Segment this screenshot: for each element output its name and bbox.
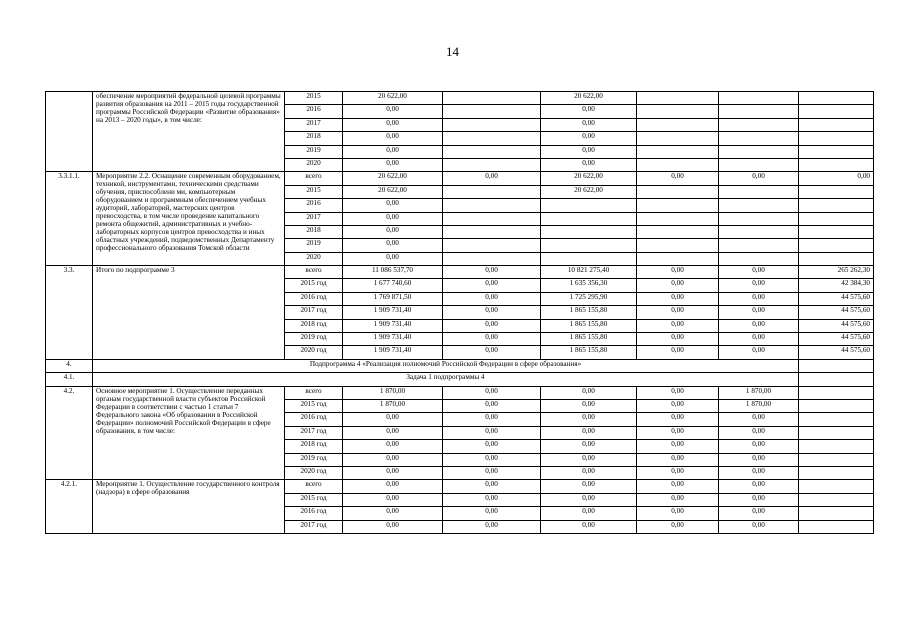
table-row (46, 92, 874, 105)
value-cell: 0,00 (719, 466, 799, 479)
value-cell (443, 145, 541, 158)
value-cell: 1 677 740,60 (343, 279, 443, 292)
year-cell: 2019 год (285, 333, 343, 346)
value-cell (799, 440, 874, 453)
value-cell: 1 870,00 (343, 386, 443, 399)
year-cell: 2020 год (285, 466, 343, 479)
value-cell: 0,00 (443, 466, 541, 479)
value-cell: 0,00 (637, 292, 719, 305)
value-cell: 0,00 (637, 493, 719, 506)
value-cell: 20 622,00 (541, 185, 637, 198)
value-cell (719, 118, 799, 131)
value-cell: 0,00 (637, 333, 719, 346)
value-cell: 0,00 (541, 118, 637, 131)
value-cell (637, 239, 719, 252)
value-cell: 0,00 (541, 466, 637, 479)
year-cell: всего (285, 480, 343, 493)
value-cell: 0,00 (443, 386, 541, 399)
value-cell (799, 92, 874, 105)
budget-table (45, 91, 874, 534)
value-cell: 0,00 (343, 239, 443, 252)
value-cell: 20 622,00 (343, 185, 443, 198)
value-cell: 0,00 (637, 319, 719, 332)
value-cell (719, 225, 799, 238)
value-cell (443, 212, 541, 225)
year-cell: 2015 (285, 92, 343, 105)
value-cell: 0,00 (541, 493, 637, 506)
row-code: 4.1. (46, 373, 93, 386)
year-cell: 2020 (285, 158, 343, 171)
table-row (46, 359, 874, 372)
table-row (46, 172, 874, 185)
value-cell: 0,00 (719, 279, 799, 292)
value-cell: 0,00 (443, 440, 541, 453)
value-cell (719, 105, 799, 118)
value-cell: 0,00 (541, 440, 637, 453)
row-name: обеспечение мероприятий федеральной целевой программы развития образования на 2011 – 2015 годы государственной программы Российской Федерации «Развитие образования» на 2013 – 2020 годы», в том числе: (93, 92, 285, 172)
value-cell: 0,00 (719, 493, 799, 506)
value-cell: 0,00 (443, 319, 541, 332)
value-cell: 1 870,00 (719, 399, 799, 412)
value-cell: 0,00 (343, 413, 443, 426)
value-cell (799, 225, 874, 238)
row-code: 4. (46, 359, 93, 372)
value-cell: 1 865 155,80 (541, 346, 637, 359)
year-cell: 2018 год (285, 440, 343, 453)
value-cell (799, 520, 874, 533)
value-cell: 44 575,60 (799, 292, 874, 305)
value-cell (799, 212, 874, 225)
year-cell: 2016 (285, 199, 343, 212)
value-cell (637, 252, 719, 265)
value-cell (799, 239, 874, 252)
value-cell: 44 575,60 (799, 319, 874, 332)
value-cell (541, 239, 637, 252)
value-cell: 0,00 (541, 520, 637, 533)
table-row (46, 373, 874, 386)
year-cell: 2015 год (285, 279, 343, 292)
year-cell: всего (285, 266, 343, 279)
value-cell: 0,00 (443, 346, 541, 359)
value-cell (637, 145, 719, 158)
value-cell (443, 118, 541, 131)
value-cell: 20 622,00 (343, 92, 443, 105)
value-cell: 0,00 (343, 145, 443, 158)
year-cell: 2017 (285, 118, 343, 131)
value-cell: 44 575,60 (799, 346, 874, 359)
value-cell: 1 865 155,80 (541, 306, 637, 319)
value-cell: 0,00 (443, 493, 541, 506)
row-code: 4.2. (46, 386, 93, 480)
value-cell (719, 185, 799, 198)
value-cell: 0,00 (443, 399, 541, 412)
value-cell: 0,00 (541, 453, 637, 466)
value-cell: 0,00 (343, 212, 443, 225)
value-cell (799, 252, 874, 265)
year-cell: 2016 год (285, 413, 343, 426)
year-cell: 2017 год (285, 520, 343, 533)
value-cell (637, 212, 719, 225)
value-cell: 0,00 (541, 507, 637, 520)
value-cell: 0,00 (719, 172, 799, 185)
value-cell (719, 92, 799, 105)
value-cell (443, 92, 541, 105)
value-cell: 0,00 (343, 426, 443, 439)
value-cell: 0,00 (343, 158, 443, 171)
value-cell: 0,00 (443, 279, 541, 292)
section-title: Задача 1 подпрограммы 4 (93, 373, 799, 386)
value-cell: 0,00 (343, 105, 443, 118)
value-cell: 0,00 (443, 520, 541, 533)
value-cell: 0,00 (443, 266, 541, 279)
year-cell: 2017 год (285, 426, 343, 439)
year-cell: 2015 год (285, 493, 343, 506)
value-cell (637, 92, 719, 105)
year-cell: 2018 (285, 225, 343, 238)
year-cell: 2016 год (285, 507, 343, 520)
value-cell: 0,00 (541, 480, 637, 493)
table-row (46, 266, 874, 279)
value-cell (443, 158, 541, 171)
value-cell: 0,00 (343, 225, 443, 238)
value-cell: 0,00 (637, 440, 719, 453)
table-row (46, 386, 874, 399)
value-cell (541, 225, 637, 238)
value-cell (637, 158, 719, 171)
value-cell: 0,00 (637, 399, 719, 412)
value-cell: 0,00 (443, 480, 541, 493)
value-cell (799, 185, 874, 198)
value-cell (799, 105, 874, 118)
value-cell: 0,00 (719, 333, 799, 346)
value-cell: 0,00 (637, 520, 719, 533)
value-cell: 1 769 871,50 (343, 292, 443, 305)
value-cell: 265 262,30 (799, 266, 874, 279)
value-cell: 42 384,30 (799, 279, 874, 292)
value-cell: 0,00 (799, 172, 874, 185)
row-name: Итого по подпрограмме 3 (93, 266, 285, 360)
value-cell (799, 158, 874, 171)
value-cell (719, 199, 799, 212)
value-cell: 0,00 (719, 413, 799, 426)
row-code: 3.3. (46, 266, 93, 360)
value-cell: 0,00 (443, 413, 541, 426)
value-cell: 11 086 537,70 (343, 266, 443, 279)
value-cell (799, 493, 874, 506)
value-cell: 0,00 (719, 440, 799, 453)
value-cell: 0,00 (541, 132, 637, 145)
year-cell: всего (285, 386, 343, 399)
value-cell (799, 453, 874, 466)
value-cell: 20 622,00 (541, 172, 637, 185)
value-cell: 0,00 (343, 118, 443, 131)
value-cell: 0,00 (719, 292, 799, 305)
year-cell: 2015 год (285, 399, 343, 412)
value-cell (443, 185, 541, 198)
value-cell: 0,00 (443, 453, 541, 466)
value-cell: 0,00 (637, 306, 719, 319)
value-cell: 0,00 (343, 199, 443, 212)
year-cell: 2018 год (285, 319, 343, 332)
value-cell (541, 199, 637, 212)
value-cell (637, 105, 719, 118)
value-cell (799, 386, 874, 399)
value-cell: 0,00 (637, 386, 719, 399)
value-cell: 0,00 (541, 158, 637, 171)
table-row (46, 480, 874, 493)
row-code: 4.2.1. (46, 480, 93, 534)
value-cell (719, 212, 799, 225)
value-cell (799, 480, 874, 493)
value-cell (443, 225, 541, 238)
year-cell: 2019 (285, 145, 343, 158)
value-cell: 1 870,00 (343, 399, 443, 412)
value-cell (799, 145, 874, 158)
value-cell: 0,00 (637, 480, 719, 493)
value-cell: 1 725 295,90 (541, 292, 637, 305)
year-cell: 2020 (285, 252, 343, 265)
year-cell: 2019 год (285, 453, 343, 466)
value-cell: 0,00 (541, 426, 637, 439)
year-cell: 2017 год (285, 306, 343, 319)
value-cell: 0,00 (443, 333, 541, 346)
value-cell: 0,00 (541, 386, 637, 399)
value-cell: 0,00 (343, 132, 443, 145)
year-cell: 2016 (285, 105, 343, 118)
value-cell: 0,00 (719, 266, 799, 279)
value-cell: 0,00 (719, 426, 799, 439)
value-cell: 0,00 (443, 426, 541, 439)
value-cell (541, 212, 637, 225)
row-code (46, 92, 93, 172)
year-cell: 2016 год (285, 292, 343, 305)
year-cell: 2019 (285, 239, 343, 252)
value-cell (637, 199, 719, 212)
value-cell: 0,00 (343, 480, 443, 493)
empty-cell (799, 359, 874, 372)
value-cell (799, 466, 874, 479)
value-cell (637, 225, 719, 238)
value-cell (799, 507, 874, 520)
row-name: Основное мероприятие 1. Осуществление переданных органам государственной власти субъектов Российской Федерации в соответствии с частью 1 статьи 7 Федерального закона «Об образовании в Российской Федерации» полномочий Российской Федерации в сфере образования, в том числе: (93, 386, 285, 480)
page-number: 14 (446, 44, 459, 59)
value-cell (637, 185, 719, 198)
value-cell (443, 199, 541, 212)
value-cell: 0,00 (719, 507, 799, 520)
row-code: 3.3.1.1. (46, 172, 93, 266)
value-cell: 0,00 (443, 306, 541, 319)
value-cell: 0,00 (443, 172, 541, 185)
value-cell: 0,00 (719, 453, 799, 466)
value-cell: 1 909 731,40 (343, 333, 443, 346)
value-cell: 44 575,60 (799, 333, 874, 346)
value-cell: 1 909 731,40 (343, 319, 443, 332)
value-cell (443, 132, 541, 145)
value-cell: 0,00 (343, 493, 443, 506)
value-cell: 0,00 (343, 252, 443, 265)
year-cell: всего (285, 172, 343, 185)
value-cell (719, 239, 799, 252)
value-cell: 20 622,00 (343, 172, 443, 185)
value-cell (799, 132, 874, 145)
value-cell: 0,00 (637, 266, 719, 279)
value-cell: 20 622,00 (541, 92, 637, 105)
value-cell (799, 426, 874, 439)
value-cell: 0,00 (719, 306, 799, 319)
empty-cell (799, 373, 874, 386)
value-cell: 0,00 (637, 413, 719, 426)
value-cell (637, 132, 719, 145)
value-cell: 0,00 (637, 466, 719, 479)
value-cell: 0,00 (343, 440, 443, 453)
value-cell: 0,00 (443, 507, 541, 520)
row-name: Мероприятие 1. Осуществление государственного контроля (надзора) в сфере образования (93, 480, 285, 534)
value-cell: 0,00 (541, 145, 637, 158)
value-cell (637, 118, 719, 131)
value-cell: 0,00 (637, 453, 719, 466)
value-cell: 10 821 275,40 (541, 266, 637, 279)
value-cell (719, 132, 799, 145)
value-cell (541, 252, 637, 265)
value-cell (719, 145, 799, 158)
value-cell (719, 252, 799, 265)
year-cell: 2020 год (285, 346, 343, 359)
value-cell (799, 118, 874, 131)
year-cell: 2017 (285, 212, 343, 225)
value-cell: 0,00 (719, 520, 799, 533)
value-cell: 0,00 (343, 453, 443, 466)
value-cell: 0,00 (343, 466, 443, 479)
value-cell: 0,00 (719, 319, 799, 332)
value-cell (443, 105, 541, 118)
value-cell: 0,00 (541, 413, 637, 426)
value-cell: 0,00 (719, 346, 799, 359)
value-cell: 1 870,00 (719, 386, 799, 399)
value-cell: 1 909 731,40 (343, 306, 443, 319)
year-cell: 2018 (285, 132, 343, 145)
value-cell: 0,00 (719, 480, 799, 493)
value-cell: 0,00 (637, 172, 719, 185)
value-cell: 0,00 (637, 346, 719, 359)
value-cell: 0,00 (343, 507, 443, 520)
value-cell: 0,00 (637, 507, 719, 520)
row-name: Мероприятие 2.2. Оснащение современным оборудованием, техникой, инструментами, техническими средствами обучения, приспособлени ми, компьютерным оборудованием и программным обеспечением учебных аудиторий, лабораторий, мастерских центров превосходства, в том числе проведение капитального ремонта общежитий, административных и учебно-лабораторных корпусов центров превосходства и иных областных учреждений, подведомственных Департаменту профессионального образования Томской области (93, 172, 285, 266)
value-cell: 1 635 356,30 (541, 279, 637, 292)
value-cell (799, 413, 874, 426)
section-title: Подпрограмма 4 «Реализация полномочий Российской Федерации в сфере образования» (93, 359, 799, 372)
value-cell (443, 252, 541, 265)
year-cell: 2015 (285, 185, 343, 198)
value-cell: 1 865 155,80 (541, 333, 637, 346)
value-cell: 0,00 (637, 279, 719, 292)
value-cell: 44 575,60 (799, 306, 874, 319)
value-cell (799, 399, 874, 412)
value-cell: 0,00 (541, 399, 637, 412)
value-cell (799, 199, 874, 212)
value-cell: 0,00 (637, 426, 719, 439)
value-cell (719, 158, 799, 171)
value-cell: 1 865 155,80 (541, 319, 637, 332)
value-cell: 0,00 (541, 105, 637, 118)
value-cell: 1 909 731,40 (343, 346, 443, 359)
value-cell: 0,00 (443, 292, 541, 305)
value-cell: 0,00 (343, 520, 443, 533)
value-cell (443, 239, 541, 252)
